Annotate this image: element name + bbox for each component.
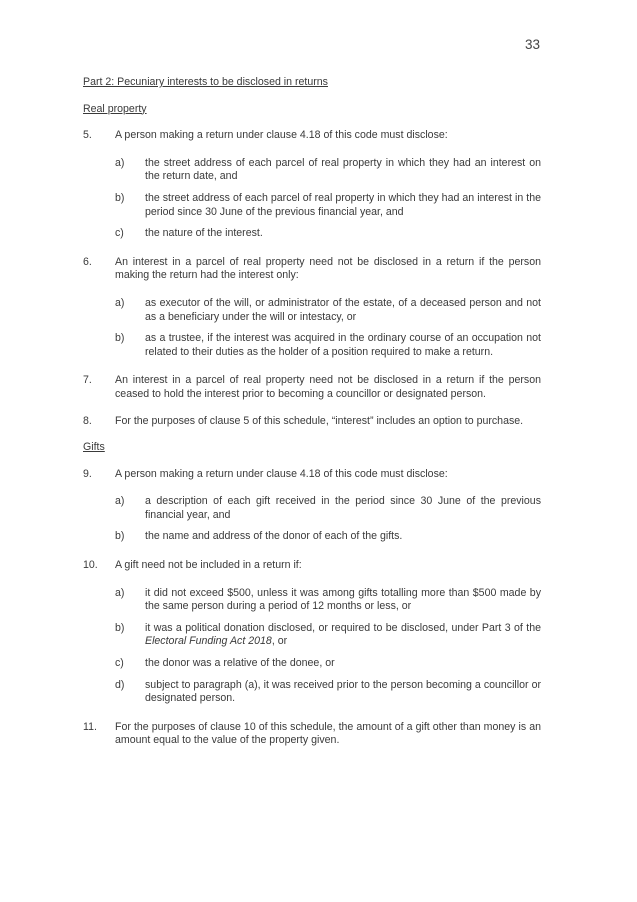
item-text: the street address of each parcel of real property in which they had an interest in the period since 30 June of the previous financial year, and [145,191,541,218]
item-text: the street address of each parcel of real property in which they had an interest on the return date, and [145,156,541,183]
clause-6-item-a [115,297,541,324]
clause-number: 6. [83,255,92,268]
item-label: d) [115,678,125,691]
clause-6-item-b [115,332,541,359]
clause-text: A gift need not be included in a return if: [115,559,302,572]
section-heading-gifts: Gifts [83,441,105,454]
section-heading-real-property: Real property [83,102,147,115]
clause-number: 11. [83,720,97,733]
item-label: a) [115,296,125,309]
item-label: a) [115,156,125,169]
item-label: b) [115,530,125,543]
clause-10-item-c [115,657,541,671]
item-label: b) [115,191,125,204]
item-text: a description of each gift received in the period since 30 June of the previous financial year, and [145,495,541,521]
clause-9-item-b [115,530,541,544]
clause-9 [83,468,541,482]
clause-5-item-b [115,192,541,219]
part-heading: Part 2: Pecuniary interests to be disclosed in returns [83,76,328,88]
item-label: a) [115,586,125,599]
clause-5 [83,129,541,143]
item-text-before: it was a political donation disclosed, or required to be disclosed, under Part 3 of the [145,621,541,634]
clause-text: An interest in a parcel of real property need not be disclosed in a return if the person making the return had the interest only: [115,255,541,282]
clause-10-item-d [115,679,541,706]
item-text: as a trustee, if the interest was acquired in the ordinary course of an occupation not related to their duties as the holder of a position required to make a return. [145,332,541,358]
item-label: b) [115,621,125,634]
clause-number: 9. [83,467,92,480]
clause-text: A person making a return under clause 4.18 of this code must disclose: [115,467,448,480]
clause-5-item-a [115,157,541,184]
item-text: the nature of the interest. [145,227,263,240]
clause-10-item-b [115,622,541,649]
item-text: as executor of the will, or administrator of the estate, of a deceased person and not as a beneficiary under the will or intestacy, or [145,296,541,323]
item-text [145,622,541,649]
item-text: the name and address of the donor of each of the gifts. [145,530,403,543]
clause-10-item-a [115,587,541,614]
clause-text: A person making a return under clause 4.18 of this code must disclose: [115,129,448,142]
item-label: c) [115,657,124,670]
item-text-after: , or [271,635,288,648]
item-text: subject to paragraph (a), it was received prior to the person becoming a councillor or designated person. [145,678,541,705]
item-label: c) [115,227,124,240]
page-number: 33 [524,37,540,52]
act-title: Electoral Funding Act 2018 [145,635,272,648]
clause-text: For the purposes of clause 5 of this schedule, “interest” includes an option to purchase. [115,414,524,427]
clause-5-item-c [115,227,541,241]
item-text: it did not exceed $500, unless it was among gifts totalling more than $500 made by the same person during a period of 12 months or less, or [145,586,541,613]
clause-6 [83,256,541,283]
item-text: the donor was a relative of the donee, or [145,657,335,670]
clause-number: 8. [83,414,92,427]
item-label: b) [115,332,125,345]
clause-7 [83,374,541,401]
clause-9-item-a [115,495,541,522]
clause-10 [83,559,541,573]
clause-number: 5. [83,129,92,142]
clause-8 [83,415,541,429]
clause-number: 10. [83,559,98,572]
clause-number: 7. [83,374,92,387]
item-label: a) [115,495,125,508]
clause-11 [83,721,541,748]
clause-text: An interest in a parcel of real property need not be disclosed in a return if the person ceased to hold the interest prior to becoming a councillor or designated person. [115,374,541,400]
clause-text: For the purposes of clause 10 of this schedule, the amount of a gift other than money is an amount equal to the value of the property given. [115,720,541,747]
document-body [83,76,541,748]
